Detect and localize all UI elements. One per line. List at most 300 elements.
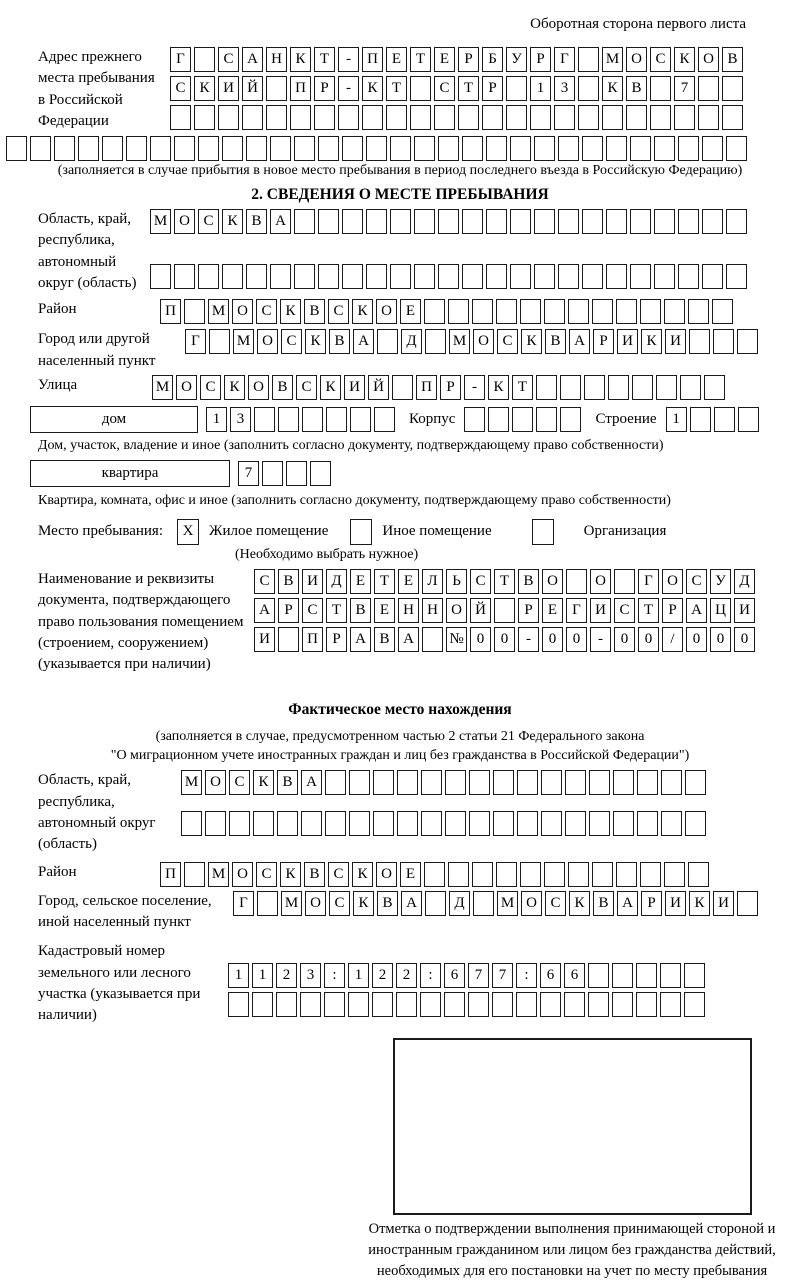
char-box[interactable] (613, 811, 634, 836)
char-box[interactable] (726, 136, 747, 161)
char-box[interactable] (698, 76, 719, 101)
char-box[interactable]: П (416, 375, 437, 400)
char-box[interactable]: К (290, 47, 311, 72)
char-box[interactable] (410, 76, 431, 101)
char-box[interactable] (737, 329, 758, 354)
char-box[interactable]: В (329, 329, 350, 354)
char-box[interactable]: М (449, 329, 470, 354)
char-box[interactable]: 2 (396, 963, 417, 988)
char-box[interactable]: М (150, 209, 171, 234)
char-box[interactable]: С (200, 375, 221, 400)
checkbox-organization[interactable] (532, 519, 554, 545)
char-box[interactable] (558, 209, 579, 234)
char-box[interactable] (712, 299, 733, 324)
char-box[interactable]: К (674, 47, 695, 72)
char-box[interactable] (270, 136, 291, 161)
char-box[interactable] (30, 136, 51, 161)
char-box[interactable]: В (277, 770, 298, 795)
char-box[interactable]: - (338, 47, 359, 72)
char-box[interactable]: О (626, 47, 647, 72)
char-box[interactable] (640, 862, 661, 887)
char-box[interactable] (6, 136, 27, 161)
char-box[interactable] (438, 136, 459, 161)
char-box[interactable] (713, 329, 734, 354)
char-box[interactable] (349, 811, 370, 836)
char-box[interactable]: 2 (372, 963, 393, 988)
char-box[interactable]: С (470, 569, 491, 594)
char-box[interactable] (270, 264, 291, 289)
char-box[interactable]: - (518, 627, 539, 652)
char-box[interactable] (520, 299, 541, 324)
char-box[interactable] (636, 992, 657, 1017)
char-box[interactable] (650, 76, 671, 101)
char-box[interactable]: Е (400, 862, 421, 887)
char-box[interactable] (544, 299, 565, 324)
char-box[interactable] (366, 136, 387, 161)
char-box[interactable] (397, 811, 418, 836)
char-box[interactable] (544, 862, 565, 887)
char-box[interactable]: 7 (492, 963, 513, 988)
char-box[interactable] (689, 329, 710, 354)
char-box[interactable] (564, 992, 585, 1017)
char-box[interactable] (702, 136, 723, 161)
char-box[interactable]: С (328, 862, 349, 887)
char-box[interactable]: Г (554, 47, 575, 72)
char-box[interactable] (654, 136, 675, 161)
char-box[interactable] (554, 105, 575, 130)
char-box[interactable] (462, 209, 483, 234)
char-box[interactable] (738, 407, 759, 432)
char-box[interactable]: О (698, 47, 719, 72)
char-box[interactable]: С (545, 891, 566, 916)
char-box[interactable] (184, 862, 205, 887)
char-box[interactable] (424, 862, 445, 887)
char-box[interactable] (737, 891, 758, 916)
char-box[interactable]: С (686, 569, 707, 594)
char-box[interactable] (506, 76, 527, 101)
char-box[interactable] (342, 264, 363, 289)
char-box[interactable] (181, 811, 202, 836)
char-box[interactable] (630, 136, 651, 161)
char-box[interactable]: С (198, 209, 219, 234)
char-box[interactable]: Р (641, 891, 662, 916)
char-box[interactable] (510, 264, 531, 289)
char-box[interactable]: С (256, 862, 277, 887)
char-box[interactable] (78, 136, 99, 161)
char-box[interactable]: В (545, 329, 566, 354)
char-box[interactable]: А (242, 47, 263, 72)
char-box[interactable] (702, 264, 723, 289)
char-box[interactable]: Ц (710, 598, 731, 623)
char-box[interactable]: А (569, 329, 590, 354)
char-box[interactable]: С (650, 47, 671, 72)
char-box[interactable] (510, 209, 531, 234)
char-box[interactable]: О (662, 569, 683, 594)
char-box[interactable] (472, 862, 493, 887)
char-box[interactable]: С (254, 569, 275, 594)
char-box[interactable]: С (256, 299, 277, 324)
char-box[interactable] (422, 627, 443, 652)
char-box[interactable]: К (488, 375, 509, 400)
char-box[interactable]: Т (494, 569, 515, 594)
char-box[interactable] (510, 136, 531, 161)
char-box[interactable]: А (686, 598, 707, 623)
char-box[interactable] (516, 992, 537, 1017)
char-box[interactable]: 0 (614, 627, 635, 652)
char-box[interactable] (276, 992, 297, 1017)
char-box[interactable]: Т (314, 47, 335, 72)
char-box[interactable] (506, 105, 527, 130)
char-box[interactable] (568, 862, 589, 887)
char-box[interactable] (324, 992, 345, 1017)
char-box[interactable] (228, 992, 249, 1017)
char-box[interactable] (606, 136, 627, 161)
char-box[interactable] (318, 264, 339, 289)
char-box[interactable] (654, 209, 675, 234)
char-box[interactable]: 0 (542, 627, 563, 652)
char-box[interactable]: Р (440, 375, 461, 400)
char-box[interactable]: О (257, 329, 278, 354)
char-box[interactable]: С (497, 329, 518, 354)
char-box[interactable]: Й (368, 375, 389, 400)
char-box[interactable] (342, 209, 363, 234)
char-box[interactable] (205, 811, 226, 836)
char-box[interactable]: Р (314, 76, 335, 101)
char-box[interactable] (616, 862, 637, 887)
char-box[interactable] (414, 264, 435, 289)
char-box[interactable] (612, 963, 633, 988)
char-box[interactable]: И (617, 329, 638, 354)
char-box[interactable] (722, 105, 743, 130)
char-box[interactable] (534, 136, 555, 161)
char-box[interactable] (445, 811, 466, 836)
char-box[interactable]: 0 (494, 627, 515, 652)
char-box[interactable] (194, 105, 215, 130)
char-box[interactable] (534, 264, 555, 289)
char-box[interactable]: К (320, 375, 341, 400)
char-box[interactable] (392, 375, 413, 400)
char-box[interactable] (278, 627, 299, 652)
char-box[interactable] (541, 811, 562, 836)
char-box[interactable] (582, 264, 603, 289)
char-box[interactable] (702, 209, 723, 234)
char-box[interactable]: Е (542, 598, 563, 623)
char-box[interactable] (589, 770, 610, 795)
char-box[interactable] (584, 375, 605, 400)
char-box[interactable]: Т (410, 47, 431, 72)
char-box[interactable]: В (374, 627, 395, 652)
char-box[interactable]: О (376, 862, 397, 887)
checkbox-other-premises[interactable] (350, 519, 372, 545)
char-box[interactable] (512, 407, 533, 432)
char-box[interactable]: К (280, 862, 301, 887)
char-box[interactable]: М (233, 329, 254, 354)
char-box[interactable] (540, 992, 561, 1017)
char-box[interactable]: 1 (206, 407, 227, 432)
char-box[interactable]: К (602, 76, 623, 101)
char-box[interactable] (582, 209, 603, 234)
char-box[interactable] (420, 992, 441, 1017)
char-box[interactable]: У (710, 569, 731, 594)
char-box[interactable]: А (353, 329, 374, 354)
char-box[interactable] (290, 105, 311, 130)
char-box[interactable]: О (205, 770, 226, 795)
char-box[interactable]: О (305, 891, 326, 916)
char-box[interactable]: Б (482, 47, 503, 72)
char-box[interactable]: Е (374, 598, 395, 623)
char-box[interactable] (520, 862, 541, 887)
char-box[interactable]: О (174, 209, 195, 234)
char-box[interactable] (714, 407, 735, 432)
char-box[interactable] (496, 862, 517, 887)
char-box[interactable] (198, 264, 219, 289)
char-box[interactable]: В (518, 569, 539, 594)
char-box[interactable]: С (614, 598, 635, 623)
char-box[interactable] (661, 770, 682, 795)
char-box[interactable] (578, 47, 599, 72)
char-box[interactable]: Р (593, 329, 614, 354)
char-box[interactable] (294, 136, 315, 161)
char-box[interactable] (242, 105, 263, 130)
char-box[interactable] (126, 136, 147, 161)
char-box[interactable] (588, 992, 609, 1017)
char-box[interactable]: - (464, 375, 485, 400)
char-box[interactable]: К (305, 329, 326, 354)
char-box[interactable]: К (352, 299, 373, 324)
char-box[interactable] (425, 891, 446, 916)
char-box[interactable] (685, 770, 706, 795)
char-box[interactable] (362, 105, 383, 130)
char-box[interactable]: В (246, 209, 267, 234)
char-box[interactable] (660, 963, 681, 988)
char-box[interactable]: Д (449, 891, 470, 916)
char-box[interactable]: С (296, 375, 317, 400)
char-box[interactable]: К (689, 891, 710, 916)
char-box[interactable]: В (593, 891, 614, 916)
char-box[interactable] (301, 811, 322, 836)
char-box[interactable] (517, 811, 538, 836)
char-box[interactable]: - (338, 76, 359, 101)
char-box[interactable]: К (253, 770, 274, 795)
char-box[interactable]: М (152, 375, 173, 400)
char-box[interactable] (469, 770, 490, 795)
char-box[interactable] (517, 770, 538, 795)
char-box[interactable] (277, 811, 298, 836)
char-box[interactable]: М (602, 47, 623, 72)
char-box[interactable]: 7 (238, 461, 259, 486)
checkbox-residential[interactable]: X (177, 519, 199, 545)
char-box[interactable] (374, 407, 395, 432)
char-box[interactable]: 1 (530, 76, 551, 101)
char-box[interactable]: О (232, 299, 253, 324)
char-box[interactable] (445, 770, 466, 795)
char-box[interactable]: Г (170, 47, 191, 72)
char-box[interactable]: 1 (666, 407, 687, 432)
char-box[interactable] (472, 299, 493, 324)
char-box[interactable] (534, 209, 555, 234)
char-box[interactable]: К (194, 76, 215, 101)
char-box[interactable]: Р (326, 627, 347, 652)
char-box[interactable]: Л (422, 569, 443, 594)
char-box[interactable]: Р (530, 47, 551, 72)
char-box[interactable] (496, 299, 517, 324)
char-box[interactable] (636, 963, 657, 988)
char-box[interactable] (578, 105, 599, 130)
char-box[interactable]: Т (326, 598, 347, 623)
char-box[interactable]: № (446, 627, 467, 652)
char-box[interactable]: Т (386, 76, 407, 101)
char-box[interactable]: О (232, 862, 253, 887)
char-box[interactable]: Р (662, 598, 683, 623)
char-box[interactable] (266, 105, 287, 130)
char-box[interactable]: А (301, 770, 322, 795)
char-box[interactable]: Г (638, 569, 659, 594)
char-box[interactable] (310, 461, 331, 486)
char-box[interactable]: И (590, 598, 611, 623)
char-box[interactable] (410, 105, 431, 130)
char-box[interactable] (536, 407, 557, 432)
char-box[interactable] (397, 770, 418, 795)
char-box[interactable]: 1 (228, 963, 249, 988)
char-box[interactable] (588, 963, 609, 988)
char-box[interactable]: У (506, 47, 527, 72)
char-box[interactable] (396, 992, 417, 1017)
char-box[interactable]: В (304, 862, 325, 887)
char-box[interactable]: Р (482, 76, 503, 101)
char-box[interactable]: К (280, 299, 301, 324)
char-box[interactable] (608, 375, 629, 400)
char-box[interactable] (493, 811, 514, 836)
char-box[interactable] (468, 992, 489, 1017)
char-box[interactable] (674, 105, 695, 130)
char-box[interactable] (462, 264, 483, 289)
char-box[interactable] (325, 811, 346, 836)
char-box[interactable] (377, 329, 398, 354)
char-box[interactable]: И (665, 891, 686, 916)
char-box[interactable] (726, 264, 747, 289)
char-box[interactable] (300, 992, 321, 1017)
char-box[interactable] (664, 299, 685, 324)
char-box[interactable]: : (324, 963, 345, 988)
char-box[interactable] (434, 105, 455, 130)
char-box[interactable]: М (281, 891, 302, 916)
char-box[interactable] (630, 209, 651, 234)
char-box[interactable]: 1 (348, 963, 369, 988)
char-box[interactable] (366, 209, 387, 234)
char-box[interactable]: 2 (276, 963, 297, 988)
char-box[interactable] (578, 76, 599, 101)
char-box[interactable]: А (270, 209, 291, 234)
char-box[interactable] (680, 375, 701, 400)
char-box[interactable]: К (352, 862, 373, 887)
char-box[interactable] (661, 811, 682, 836)
char-box[interactable] (366, 264, 387, 289)
char-box[interactable] (318, 209, 339, 234)
char-box[interactable] (685, 811, 706, 836)
char-box[interactable]: К (222, 209, 243, 234)
char-box[interactable] (209, 329, 230, 354)
char-box[interactable]: О (473, 329, 494, 354)
char-box[interactable] (421, 811, 442, 836)
char-box[interactable] (473, 891, 494, 916)
char-box[interactable] (458, 105, 479, 130)
char-box[interactable] (349, 770, 370, 795)
char-box[interactable] (568, 299, 589, 324)
char-box[interactable] (262, 461, 283, 486)
char-box[interactable]: 1 (252, 963, 273, 988)
char-box[interactable]: М (497, 891, 518, 916)
char-box[interactable] (257, 891, 278, 916)
char-box[interactable]: Т (374, 569, 395, 594)
char-box[interactable] (246, 136, 267, 161)
char-box[interactable]: 0 (686, 627, 707, 652)
char-box[interactable] (350, 407, 371, 432)
char-box[interactable] (448, 299, 469, 324)
char-box[interactable]: П (290, 76, 311, 101)
char-box[interactable]: К (569, 891, 590, 916)
char-box[interactable] (541, 770, 562, 795)
char-box[interactable]: 7 (468, 963, 489, 988)
char-box[interactable] (278, 407, 299, 432)
char-box[interactable] (372, 992, 393, 1017)
char-box[interactable]: Г (233, 891, 254, 916)
char-box[interactable]: Й (242, 76, 263, 101)
char-box[interactable]: В (626, 76, 647, 101)
char-box[interactable]: 6 (564, 963, 585, 988)
char-box[interactable]: К (224, 375, 245, 400)
char-box[interactable] (690, 407, 711, 432)
char-box[interactable] (390, 209, 411, 234)
char-box[interactable] (386, 105, 407, 130)
char-box[interactable]: О (446, 598, 467, 623)
char-box[interactable] (602, 105, 623, 130)
char-box[interactable] (664, 862, 685, 887)
char-box[interactable]: В (304, 299, 325, 324)
char-box[interactable] (637, 770, 658, 795)
char-box[interactable] (464, 407, 485, 432)
char-box[interactable] (616, 299, 637, 324)
char-box[interactable] (390, 264, 411, 289)
char-box[interactable]: Г (185, 329, 206, 354)
char-box[interactable] (560, 407, 581, 432)
char-box[interactable] (678, 136, 699, 161)
char-box[interactable]: 0 (638, 627, 659, 652)
char-box[interactable]: Р (278, 598, 299, 623)
char-box[interactable] (54, 136, 75, 161)
char-box[interactable]: И (734, 598, 755, 623)
char-box[interactable]: М (181, 770, 202, 795)
char-box[interactable]: А (398, 627, 419, 652)
char-box[interactable] (684, 963, 705, 988)
char-box[interactable]: Т (512, 375, 533, 400)
char-box[interactable]: М (208, 299, 229, 324)
char-box[interactable] (592, 862, 613, 887)
char-box[interactable] (253, 811, 274, 836)
char-box[interactable]: 0 (470, 627, 491, 652)
char-box[interactable] (294, 209, 315, 234)
char-box[interactable]: 0 (566, 627, 587, 652)
char-box[interactable] (558, 136, 579, 161)
char-box[interactable] (170, 105, 191, 130)
char-box[interactable] (565, 770, 586, 795)
char-box[interactable] (229, 811, 250, 836)
char-box[interactable] (150, 264, 171, 289)
char-box[interactable] (318, 136, 339, 161)
char-box[interactable]: К (362, 76, 383, 101)
char-box[interactable] (722, 76, 743, 101)
char-box[interactable] (448, 862, 469, 887)
char-box[interactable] (536, 375, 557, 400)
